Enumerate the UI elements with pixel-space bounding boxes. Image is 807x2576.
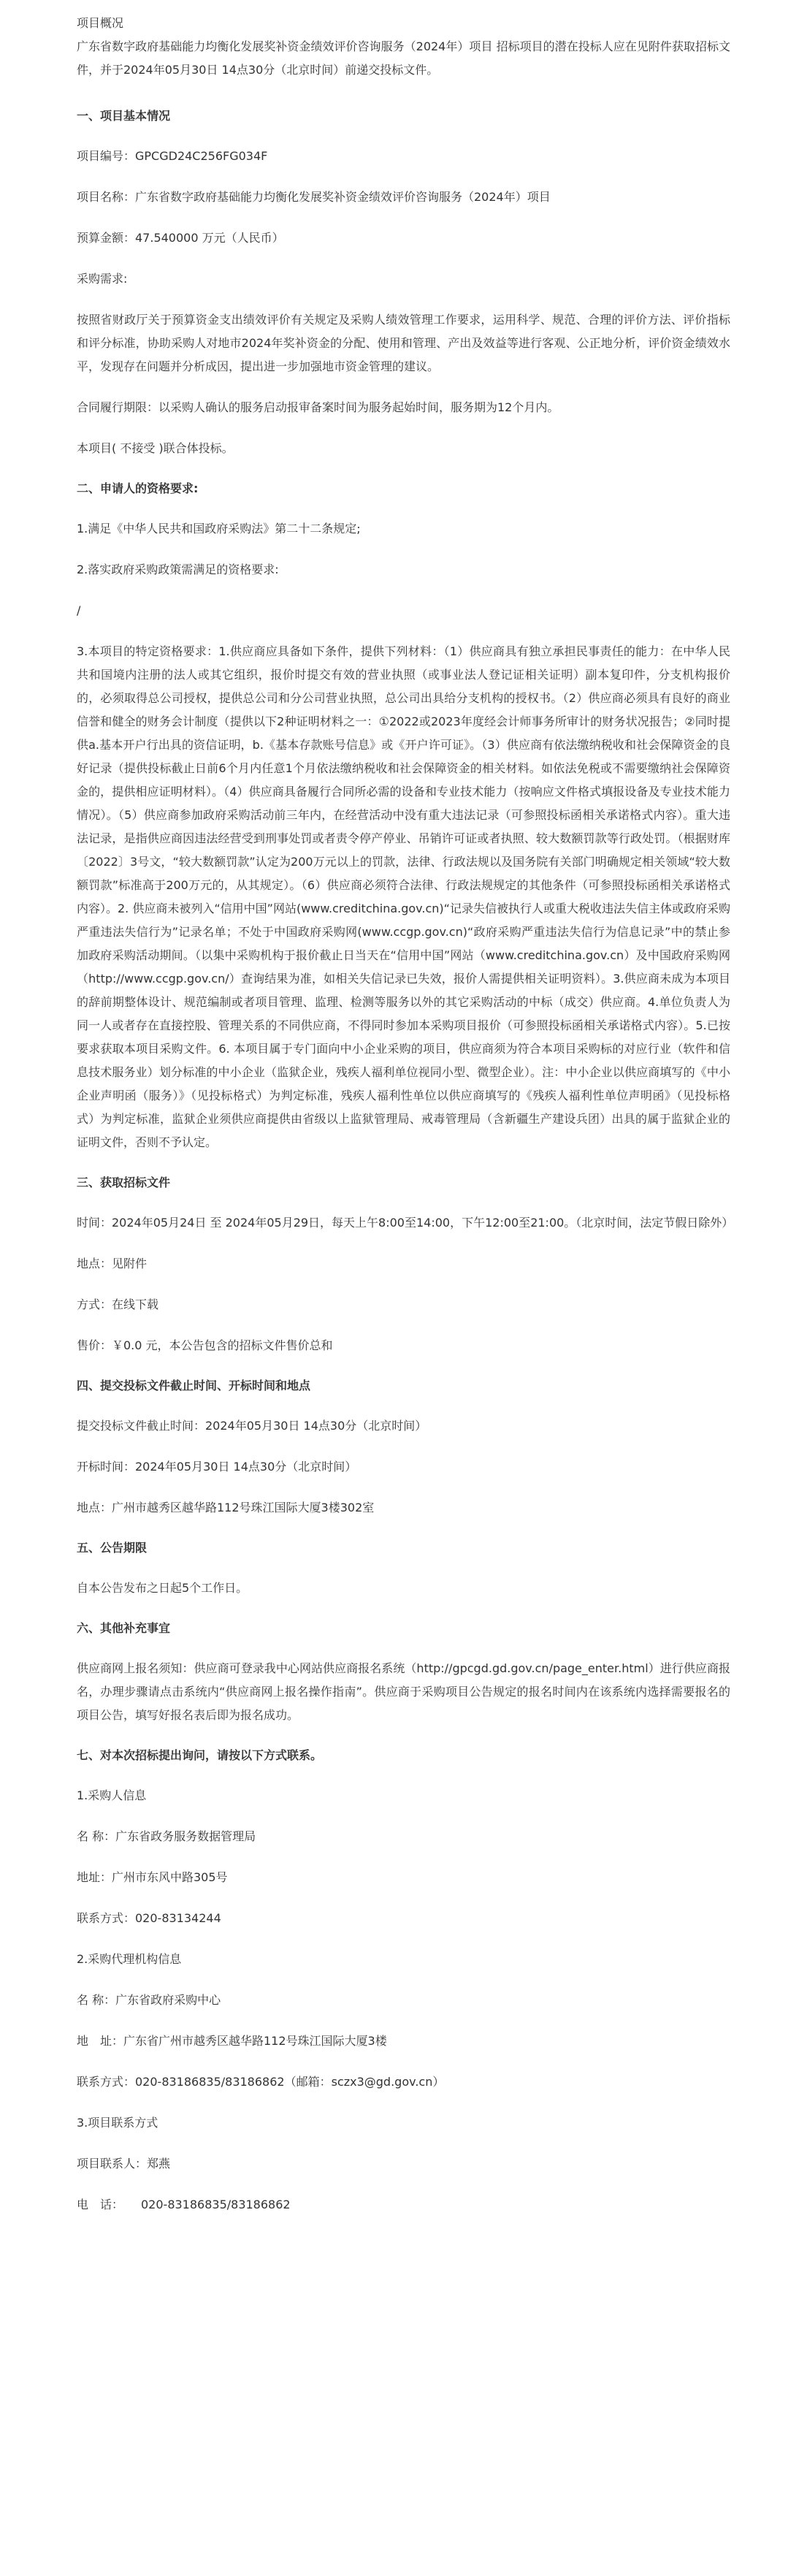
announcement-period: 自本公告发布之日起5个工作日。 bbox=[77, 1581, 248, 1595]
agency-address: 地 址：广东省广州市越秀区越华路112号珠江国际大厦3楼 bbox=[77, 2034, 387, 2048]
qualification-slash: / bbox=[77, 603, 81, 617]
agency-name: 名 称：广东省政府采购中心 bbox=[77, 1993, 221, 2007]
document-time: 时间：2024年05月24日 至 2024年05月29日，每天上午8:00至14:00，下午12:00至21:00。（北京时间，法定节假日除外） bbox=[77, 1216, 734, 1230]
section1-heading: 一、项目基本情况 bbox=[77, 109, 171, 123]
consortium-note: 本项目( 不接受 )联合体投标。 bbox=[77, 441, 234, 455]
purchaser-name: 名 称：广东省政务服务数据管理局 bbox=[77, 1829, 256, 1843]
project-name: 项目名称：广东省数字政府基础能力均衡化发展奖补资金绩效评价咨询服务（2024年）项目 bbox=[77, 190, 551, 204]
demand-label: 采购需求: bbox=[77, 272, 128, 286]
purchaser-contact: 联系方式：020-83134244 bbox=[77, 1911, 221, 1925]
agency-title: 2.采购代理机构信息 bbox=[77, 1952, 182, 1966]
section3-heading: 三、获取招标文件 bbox=[77, 1175, 171, 1189]
qualification-item-3: 3.本项目的特定资格要求：1.供应商应具备如下条件，提供下列材料：（1）供应商具有独立承担民事责任的能力：在中华人民共和国境内注册的法人或其它组织，报价时提交有效的营业执照（或事业法人登记证相关证明）副本复印件，分支机构报价的，必须取得总公司授权，提供总公司和分公司营业执照，总公司出具给分支机构的授权书。（2）供应商必须具有良好的商业信誉和健全的财务会计制度（提供以下2种证明材料之一：①2022或2023年度经会计师事务所审计的财务状况报告；②同时提供a.基本开户行出具的资信证明，b.《基本存款账号信息》或《开户许可证》。（3）供应商有依法缴纳税收和社会保障资金的良好记录（提供投标截止日前6个月内任意1个月依法缴纳税收和社会保障资金的相关材料。如依法免税或不需要缴纳社会保障资金的，提供相应证明材料）。（4）供应商具备履行合同所必需的设备和专业技术能力（按响应文件格式填报设备及专业技术能力情况）。（5）供应商参加政府采购活动前三年内，在经营活动中没有重大违法记录（可参照投标函相关承诺格式内容）。重大违法记录，是指供应商因违法经营受到刑事处罚或者责令停产停业、吊销许可证或者执照、较大数额罚款等行政处罚。（根据财库〔2022〕3号文，“较大数额罚款”认定为200万元以上的罚款，法律、行政法规以及国务院有关部门明确规定相关领域“较大数额罚款”标准高于200万元的，从其规定）。（6）供应商必须符合法律、行政法规规定的其他条件（可参照投标函相关承诺格式内容）。2. 供应商未被列入“信用中国”网站(www.creditchina.gov.cn)“记录失信被执行人或重大税收违法失信主体或政府采购严重违法失信行为”记录名单；不处于中国政府采购网(www.ccgp.gov.cn)“政府采购严重违法失信行为信息记录”中的禁止参加政府采购活动期间。（以集中采购机构于报价截止日当天在“信用中国”网站（www.creditchina.gov.cn）及中国政府采购网（http://www.ccgp.gov.cn/）查询结果为准，如相关失信记录已失效，报价人需提供相关证明资料）。3.供应商未成为本项目的辞前期整体设计、规范编制或者项目管理、监理、检测等服务以外的其它采购活动的中标（成交）供应商。4.单位负责人为同一人或者存在直接控股、管理关系的不同供应商，不得同时参加本采购项目报价（可参照投标函相关承诺格式内容）。5.已按要求获取本项目采购文件。6. 本项目属于专门面向中小企业采购的项目，供应商须为符合本项目采购标的对应行业（软件和信息技术服务业）划分标准的中小企业（监狱企业，残疾人福利单位视同小型、微型企业）。注：中小企业以供应商填写的《中小企业声明函（服务）》（见投标格式）为判定标准，残疾人福利性单位以供应商填写的《残疾人福利性单位声明函》（见投标格式）为判定标准，监狱企业须供应商提供由省级以上监狱管理局、戒毒管理局（含新疆生产建设兵团）出具的属于监狱企业的证明文件，否则不予认定。 bbox=[77, 644, 730, 1149]
contract-period: 合同履行期限：以采购人确认的服务启动报审备案时间为服务起始时间，服务期为12个月内。 bbox=[77, 400, 559, 414]
project-contact-person: 项目联系人：郑燕 bbox=[77, 2157, 171, 2171]
qualification-item-1: 1.满足《中华人民共和国政府采购法》第二十二条规定; bbox=[77, 522, 361, 536]
bid-location: 地点：广州市越秀区越华路112号珠江国际大厦3楼302室 bbox=[77, 1501, 375, 1514]
demand-text: 按照省财政厅关于预算资金支出绩效评价有关规定及采购人绩效管理工作要求，运用科学、规范、合理的评价方法、评价指标和评分标准，协助采购人对地市2024年奖补资金的分配、使用和管理、产出及效益等进行客观、公正地分析，评价资金绩效水平，发现存在问题并分析成因，提出进一步加强地市资金管理的建议。 bbox=[77, 313, 730, 373]
overview-intro: 广东省数字政府基础能力均衡化发展奖补资金绩效评价咨询服务（2024年）项目 招标项目的潜在投标人应在见附件获取招标文件，并于2024年05月30日 14点30分（北京时间）前递交投标文件。 bbox=[77, 39, 730, 77]
document-place: 地点：见附件 bbox=[77, 1257, 148, 1270]
qualification-item-2: 2.落实政府采购政策需满足的资格要求: bbox=[77, 563, 279, 576]
agency-contact: 联系方式：020-83186835/83186862（邮箱：sczx3@gd.gov.cn） bbox=[77, 2075, 445, 2089]
bid-deadline: 提交投标文件截止时间：2024年05月30日 14点30分（北京时间） bbox=[77, 1419, 427, 1433]
section4-heading: 四、提交投标文件截止时间、开标时间和地点 bbox=[77, 1379, 311, 1392]
section6-heading: 六、其他补充事宜 bbox=[77, 1621, 171, 1635]
section2-heading: 二、申请人的资格要求: bbox=[77, 481, 199, 495]
project-contact-title: 3.项目联系方式 bbox=[77, 2116, 158, 2130]
supplementary-notes: 供应商网上报名须知：供应商可登录我中心网站供应商报名系统（http://gpcgd.gd.gov.cn/page_enter.html）进行供应商报名，办理步骤请点击系统内“供应商网上报名操作指南”。供应商于采购项目公告规定的报名时间内在该系统内选择需要报名的项目公告，填写好报名表后即为报名成功。 bbox=[77, 1661, 730, 1722]
document-price: 售价：￥0.0 元，本公告包含的招标文件售价总和 bbox=[77, 1338, 333, 1352]
section7-heading: 七、对本次招标提出询问，请按以下方式联系。 bbox=[77, 1748, 323, 1762]
project-number: 项目编号：GPCGD24C256FG034F bbox=[77, 149, 268, 163]
purchaser-title: 1.采购人信息 bbox=[77, 1788, 147, 1802]
purchaser-address: 地址：广州市东风中路305号 bbox=[77, 1870, 228, 1884]
document-method: 方式：在线下载 bbox=[77, 1297, 159, 1311]
section5-heading: 五、公告期限 bbox=[77, 1541, 148, 1555]
project-phone: 电 话： 020-83186835/83186862 bbox=[77, 2198, 291, 2211]
overview-title: 项目概况 bbox=[77, 16, 124, 30]
bid-opening-time: 开标时间：2024年05月30日 14点30分（北京时间） bbox=[77, 1460, 357, 1474]
budget-amount: 预算金额：47.540000 万元（人民币） bbox=[77, 231, 284, 245]
